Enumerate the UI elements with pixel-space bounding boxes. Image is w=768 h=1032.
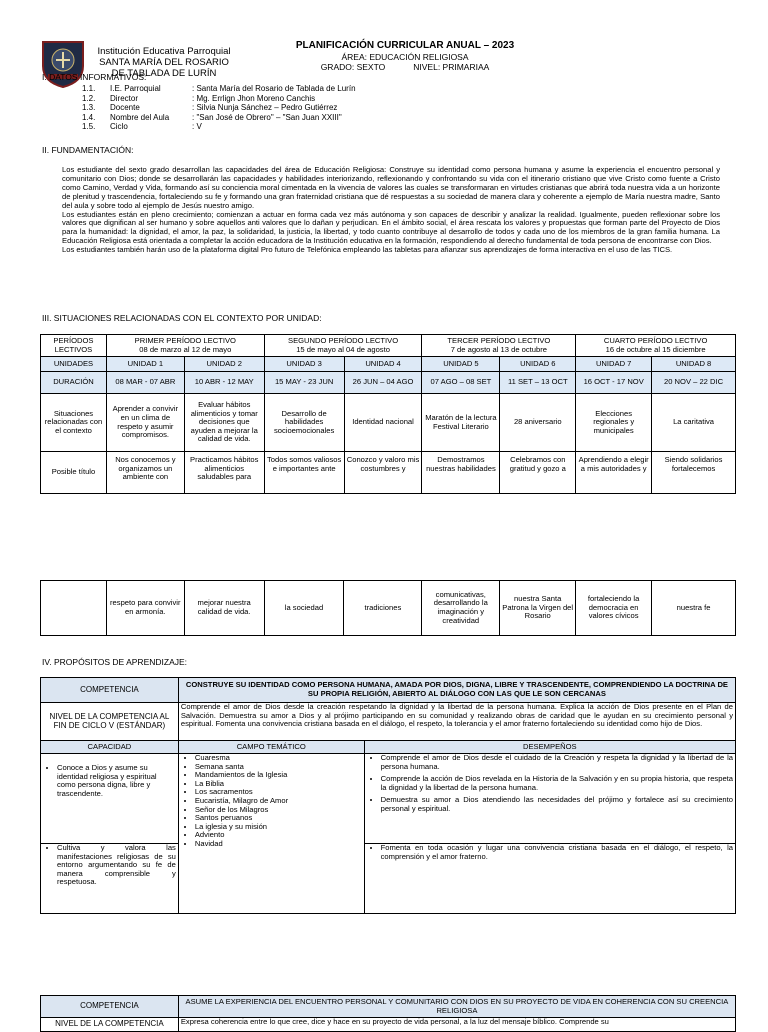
institution-line-3: DE TABLADA DE LURÍN bbox=[111, 68, 217, 79]
titulo-cont-cell: nuestra fe bbox=[652, 581, 736, 636]
competencia-label: COMPETENCIA bbox=[41, 678, 179, 703]
datos-row-value: : V bbox=[192, 122, 202, 131]
datos-row-value: : Silvia Nunja Sánchez – Pedro Gutiérrez bbox=[192, 103, 338, 112]
desempenos-1-cell bbox=[364, 754, 735, 844]
situacion-cell: La caritativa bbox=[652, 394, 736, 452]
grado-label: GRADO: SEXTO bbox=[320, 61, 386, 72]
campo-tematico-item: • Adviento bbox=[195, 831, 362, 840]
datos-row-label: Director bbox=[110, 93, 139, 103]
duracion-cell: 20 NOV – 22 DIC bbox=[652, 372, 736, 394]
grado-nivel bbox=[260, 63, 550, 73]
campo-tematico-item: • Cuaresma bbox=[195, 754, 362, 763]
capacidad-2: • Cultiva y valora las manifestaciones religiosas de su entorno argumentando su fe de manera comprensible y respetuosa. bbox=[57, 844, 176, 887]
situaciones-table bbox=[40, 334, 736, 494]
periodo-1: PRIMER PERÍODO LECTIVO 08 de marzo al 12 de mayo bbox=[106, 335, 264, 357]
unidades-label: UNIDADES bbox=[41, 357, 107, 372]
titulo-cell: Siendo solidarios fortalecemos bbox=[652, 452, 736, 494]
institution-line-1: Institución Educativa Parroquial bbox=[97, 46, 231, 57]
titulo-cell: Practicamos hábitos alimenticios saludables para bbox=[184, 452, 264, 494]
situacion-cell: 28 aniversario bbox=[500, 394, 576, 452]
desempenos-2-list bbox=[367, 844, 733, 861]
datos-row-label: Nombre del Aula bbox=[110, 112, 170, 122]
unidad-cell: UNIDAD 5 bbox=[422, 357, 500, 372]
datos-row-value: : "San José de Obrero" – "San Juan XXIII" bbox=[192, 112, 342, 122]
titulo-cont-empty bbox=[41, 581, 107, 636]
section-propositos-heading: IV. PROPÓSITOS DE APRENDIZAJE: bbox=[42, 657, 188, 667]
institution-line-2: SANTA MARÍA DEL ROSARIO bbox=[99, 57, 229, 68]
datos-row-n: 1.5. bbox=[82, 122, 96, 131]
nivel-2-label: NIVEL DE LA COMPETENCIA bbox=[41, 1018, 179, 1032]
desempeno-item: • Fomenta en toda ocasión y lugar una convivencia cristiana basada en el diálogo, el respeto, la comprensión y el amor fraterno. bbox=[381, 844, 733, 861]
situacion-cell: Aprender a convivir en un clima de respeto y asumir compromisos. bbox=[106, 394, 184, 452]
datos-row-label: Docente bbox=[110, 103, 140, 112]
duracion-cell: 11 SET – 13 OCT bbox=[500, 372, 576, 394]
desempenos-label: DESEMPEÑOS bbox=[364, 741, 735, 754]
campo-label: CAMPO TEMÁTICO bbox=[178, 741, 364, 754]
campo-tematico-item: • Navidad bbox=[195, 840, 362, 849]
periodos-label: PERÍODOS LECTIVOS bbox=[41, 335, 107, 357]
section-datos-heading: I. DATOS INFORMATIVOS: bbox=[42, 72, 147, 82]
titulo-cell: Aprendiendo a elegir a mis autoridades y bbox=[576, 452, 652, 494]
situacion-cell: Elecciones regionales y municipales bbox=[576, 394, 652, 452]
unidad-cell: UNIDAD 7 bbox=[576, 357, 652, 372]
desempeno-item: • Comprende la acción de Dios revelada en la Historia de la Salvación y en su propia historia, que respeta la dignidad y la libertad de la persona humana. bbox=[381, 775, 733, 792]
datos-row bbox=[82, 122, 356, 132]
competencia-2-text: ASUME LA EXPERIENCIA DEL ENCUENTRO PERSONAL Y COMUNITARIO CON DIOS EN SU PROYECTO DE VIDA EN COHERENCIA CON SU CREENCIA RELIGIOSA bbox=[178, 996, 735, 1018]
duracion-cell: 15 MAY - 23 JUN bbox=[264, 372, 344, 394]
nivel-label: NIVEL DE LA COMPETENCIA AL FIN DE CICLO V (ESTÁNDAR) bbox=[41, 703, 179, 741]
datos-row-value: : Santa María del Rosario de Tablada de Lurín bbox=[192, 84, 356, 93]
unidad-cell: UNIDAD 2 bbox=[184, 357, 264, 372]
campo-tematico-cell bbox=[178, 754, 364, 914]
titulo-cont-cell: la sociedad bbox=[264, 581, 344, 636]
competencia-2-label: COMPETENCIA bbox=[41, 996, 179, 1018]
capacidad-2-cell bbox=[41, 844, 179, 914]
titulo-cell: Celebramos con gratitud y gozo a bbox=[500, 452, 576, 494]
periodo-3: TERCER PERÍODO LECTIVO 7 de agosto al 13 de octubre bbox=[422, 335, 576, 357]
area-label: ÁREA: EDUCACIÓN RELIGIOSA bbox=[341, 52, 469, 62]
datos-row-n: 1.2. bbox=[82, 93, 96, 103]
duracion-cell: 07 AGO – 08 SET bbox=[422, 372, 500, 394]
situaciones-label: Situaciones relacionadas con el contexto bbox=[41, 394, 107, 452]
campo-tematico-item: • Santos peruanos bbox=[195, 814, 362, 823]
competencia-1-text: CONSTRUYE SU IDENTIDAD COMO PERSONA HUMANA, AMADA POR DIOS, DIGNA, LIBRE Y TRASCENDENTE, COMPRENDIENDO LA DOCTRINA DE SU PROPIA RELIGIÓN, ABIERTO AL DIÁLOGO CON LAS QUE LE SON CERCANAS bbox=[178, 678, 735, 703]
situaciones-table-continued bbox=[40, 580, 736, 636]
section-situaciones-heading: III. SITUACIONES RELACIONADAS CON EL CONTEXTO POR UNIDAD: bbox=[42, 313, 322, 323]
situacion-cell: Maratón de la lectura Festival Literario bbox=[422, 394, 500, 452]
datos-row-value: : Mg. Errlign Jhon Moreno Canchis bbox=[192, 93, 316, 103]
campo-tematico-item: • Mandamientos de la Iglesia bbox=[195, 771, 362, 780]
nivel-text: Comprende el amor de Dios desde la creación respetando la dignidad y la libertad de la persona humana. Explica la acción de Dios presente en el Plan de Salvación. Demuestra su amor a Dios y al prójimo participando en su comunidad y realizando obras de caridad que le ayudan en su crecimiento personal y espiritual. Fomenta una convivencia cristiana basada en el diálogo, el respeto, la tolerancia y el amor fraterno fortaleciendo su identidad como hijo de Dios. bbox=[178, 703, 735, 741]
datos-row-n: 1.1. bbox=[82, 84, 96, 93]
datos-row bbox=[82, 84, 356, 94]
titulo-cell: Demostramos nuestras habilidades bbox=[422, 452, 500, 494]
campo-tematico-item: • La Biblia bbox=[195, 780, 362, 789]
titulo-cont-cell: nuestra Santa Patrona la Virgen del Rosario bbox=[500, 581, 576, 636]
datos-row-label: I.E. Parroquial bbox=[110, 84, 161, 93]
datos-list bbox=[82, 84, 356, 132]
page-title: PLANIFICACIÓN CURRICULAR ANUAL – 2023 bbox=[295, 40, 515, 51]
titulo-cell: Todos somos valiosos e importantes ante bbox=[264, 452, 344, 494]
datos-row-n: 1.4. bbox=[82, 112, 96, 122]
fundamentacion-p2: Los estudiantes están en pleno crecimiento; comienzan a actuar en forma cada vez más autónoma y son capaces de describir y analizar la realidad. Igualmente, pueden reflexionar sobre los valores que dignifican al ser humano y sobre aquellos anti valores que lo dañan y perjudican. En el ámbito social, el área rescata los valores y propuestas que forman parte del Proyecto de Dios para la humanidad: la dignidad, el amor, la paz, la solidaridad, la justicia, la libertad, y todo cuanto contribuye al desarrollo de todos y cada uno de los miembros de la gran familia humana. La Educación Religiosa está orientada a completar la acción educadora de la Institución educativa en la formación, respondiendo al derecho fundamental de toda persona de encontrarse con Dios. bbox=[62, 209, 720, 246]
nivel-2-text: Expresa coherencia entre lo que cree, dice y hace en su proyecto de vida personal, a la luz del mensaje bíblico. Comprende su bbox=[178, 1018, 735, 1032]
header-subtitle bbox=[260, 53, 550, 72]
situacion-cell: Identidad nacional bbox=[344, 394, 422, 452]
unidad-cell: UNIDAD 6 bbox=[500, 357, 576, 372]
campo-tematico-item: • Semana santa bbox=[195, 763, 362, 772]
capacidad-label: CAPACIDAD bbox=[41, 741, 179, 754]
titulo-label: Posible título bbox=[41, 452, 107, 494]
unidad-cell: UNIDAD 3 bbox=[264, 357, 344, 372]
nivel-label: NIVEL: PRIMARIAA bbox=[413, 61, 490, 72]
datos-row bbox=[82, 113, 356, 123]
duracion-cell: 08 MAR - 07 ABR bbox=[106, 372, 184, 394]
datos-row-n: 1.3. bbox=[82, 103, 96, 112]
desempenos-2-cell bbox=[364, 844, 735, 914]
situacion-cell: Desarrollo de habilidades socioemocionales bbox=[264, 394, 344, 452]
titulo-cont-cell: comunicativas, desarrollando la imaginación y creatividad bbox=[422, 581, 500, 636]
periodo-4: CUARTO PERÍODO LECTIVO 16 de octubre al 15 diciembre bbox=[576, 335, 736, 357]
datos-row bbox=[82, 103, 356, 113]
duracion-cell: 10 ABR - 12 MAY bbox=[184, 372, 264, 394]
fundamentacion-text bbox=[62, 166, 720, 255]
desempeno-item: • Comprende el amor de Dios desde el cuidado de la Creación y respeta la dignidad y la libertad de la persona humana. bbox=[381, 754, 733, 771]
campo-tematico-item: • Señor de los Milagros bbox=[195, 806, 362, 815]
titulo-cell: Nos conocemos y organizamos un ambiente con bbox=[106, 452, 184, 494]
periodo-2: SEGUNDO PERÍODO LECTIVO 15 de mayo al 04 de agosto bbox=[264, 335, 422, 357]
duracion-label: DURACIÓN bbox=[41, 372, 107, 394]
unidad-cell: UNIDAD 8 bbox=[652, 357, 736, 372]
duracion-cell: 16 OCT - 17 NOV bbox=[576, 372, 652, 394]
datos-row-label: Ciclo bbox=[110, 122, 128, 131]
propositos-table-1 bbox=[40, 677, 736, 914]
campo-tematico-item: • Los sacramentos bbox=[195, 788, 362, 797]
titulo-cont-cell: tradiciones bbox=[344, 581, 422, 636]
section-fundamentacion-heading: II. FUNDAMENTACIÓN: bbox=[42, 145, 134, 155]
capacidad-1: • Conoce a Dios y asume su identidad religiosa y espiritual como persona digna, libre y trascendente. bbox=[57, 764, 176, 798]
campo-tematico-item: • Eucaristía, Milagro de Amor bbox=[195, 797, 362, 806]
desempeno-item: • Demuestra su amor a Dios atendiendo las necesidades del prójimo y fortalece así su crecimiento personal y espiritual. bbox=[381, 796, 733, 813]
titulo-cont-cell: respeto para convivir en armonía. bbox=[106, 581, 184, 636]
duracion-cell: 26 JUN – 04 AGO bbox=[344, 372, 422, 394]
titulo-cell: Conozco y valoro mis costumbres y bbox=[344, 452, 422, 494]
campo-tematico-item: • La iglesia y su misión bbox=[195, 823, 362, 832]
fundamentacion-p3: Los estudiantes también harán uso de la plataforma digital Pro futuro de Telefónica empleando las tabletas para afianzar sus aprendizajes de forma interactiva en el uso de las TICS. bbox=[62, 245, 673, 255]
propositos-table-2 bbox=[40, 995, 736, 1032]
desempenos-1-list bbox=[367, 754, 733, 814]
fundamentacion-p1: Los estudiante del sexto grado desarrollan las capacidades del área de Educación Religiosa: Construye su identidad como persona humana y asume la experiencia el encuentro personal y comunitario con Dios; donde se desarrollarán las capacidades y habilidades interiorizando, reflexionando y confrontando su vida con el itinerario cristiano que vive Cristo como fuente a Cristo como Camino, Verdad y Vida, formando así su conciencia moral cimentada en la vivencia de valores las cuales se transformaran en virtudes cristianas que abrirá toda nuestra vida a un horizonte de plenitud y trascendencia, fortaleciendo su fe y formando una gran fraternidad cristiana que dé respuestas a su sociedad de manera clara y coherente a ejemplo de María nuestra madre, Santo del aula y sobre todo al ejemplo de Jesús nuestro amigo. bbox=[62, 165, 720, 210]
titulo-cont-cell: mejorar nuestra calidad de vida. bbox=[184, 581, 264, 636]
titulo-cont-cell: fortaleciendo la democracia en valores cívicos bbox=[576, 581, 652, 636]
datos-row bbox=[82, 94, 356, 104]
campo-tematico-list bbox=[181, 754, 362, 849]
capacidad-1-cell bbox=[41, 754, 179, 844]
unidad-cell: UNIDAD 4 bbox=[344, 357, 422, 372]
situacion-cell: Evaluar hábitos alimenticios y tomar decisiones que ayuden a mejorar la calidad de vida. bbox=[184, 394, 264, 452]
unidad-cell: UNIDAD 1 bbox=[106, 357, 184, 372]
